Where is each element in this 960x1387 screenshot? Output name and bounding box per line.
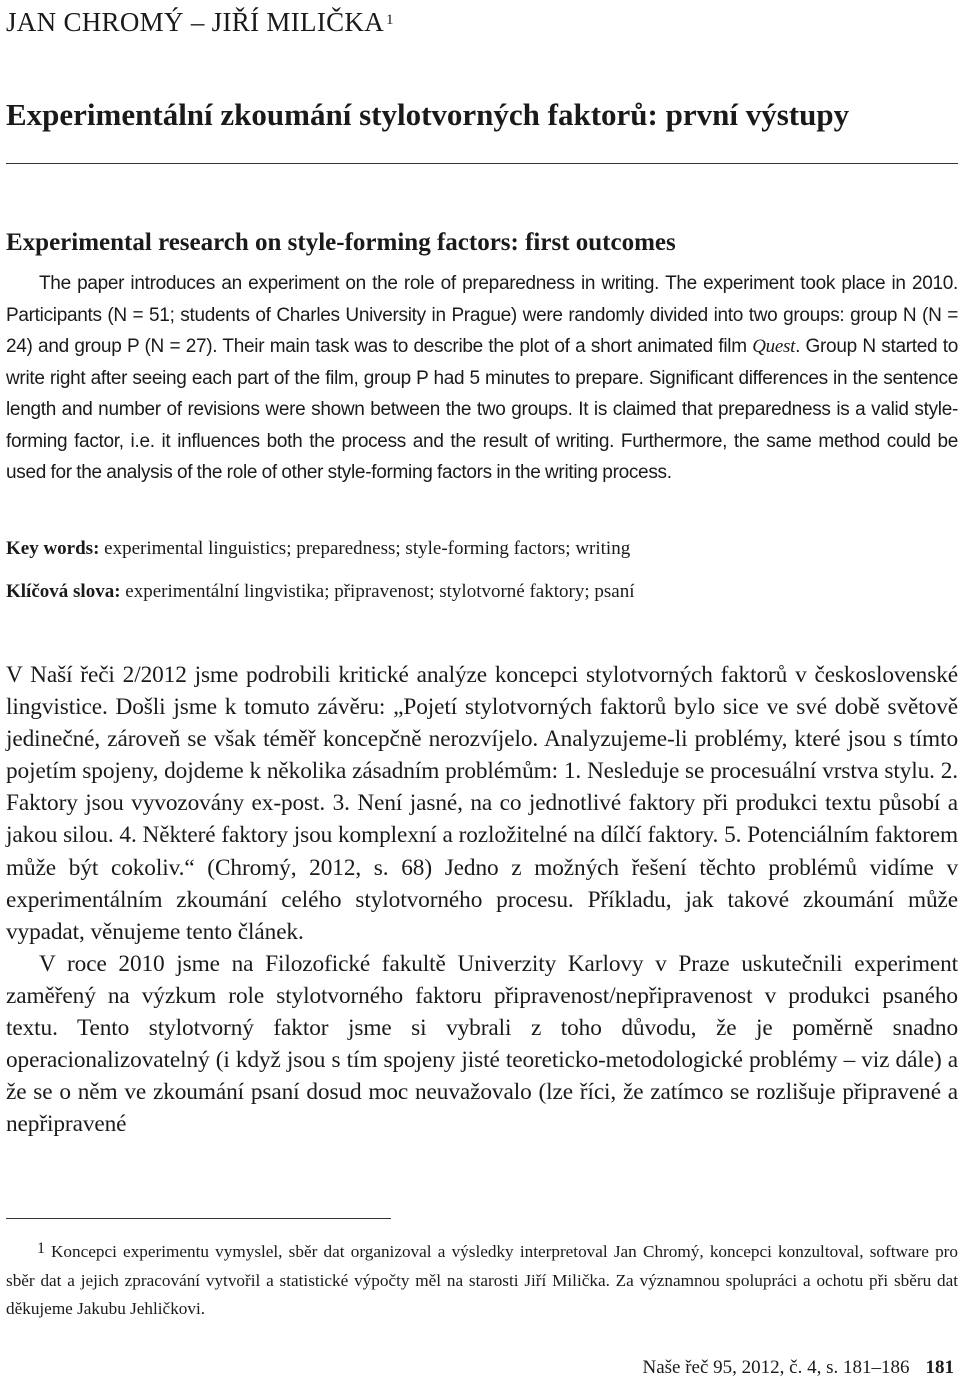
footnote-divider: [6, 1218, 391, 1219]
footnote-text: Koncepci experimentu vymyslel, sběr dat organizoval a výsledky interpretoval Jan Chromý, koncepci konzultoval, software pro sběr dat a jejich zpracování vytvořil a statistické výpočty měl na starosti Jiří Milička. Za významnou spolupráci a ochotu při sběru dat děkujeme Jakubu Jehličkovi.: [6, 1242, 958, 1318]
body-text: [6, 659, 958, 1140]
abstract-title: Experimental research on style-forming factors: first outcomes: [6, 229, 676, 256]
title-divider: [6, 163, 958, 164]
journal-citation: Naše řeč 95, 2012, č. 4, s. 181–186: [642, 1357, 910, 1378]
footnote: [6, 1235, 958, 1324]
authors-text: JAN CHROMÝ – JIŘÍ MILIČKA: [6, 7, 385, 37]
keywords-en: [6, 535, 958, 563]
keywords-cz-label: Klíčová slova:: [6, 581, 121, 602]
page-footer: [642, 1355, 954, 1381]
keywords-cz: [6, 578, 958, 606]
page-number: 181: [925, 1357, 954, 1378]
authors: [6, 2, 394, 40]
keywords-cz-text: experimentální lingvistika; připravenost; stylotvorné faktory; psaní: [120, 581, 635, 602]
keywords-en-label: Key words:: [6, 538, 100, 559]
abstract: [6, 268, 958, 489]
keywords-en-text: experimental linguistics; preparedness; style-forming factors; writing: [99, 538, 631, 559]
footnote-marker: 1: [37, 1240, 45, 1257]
abstract-text-1: The paper introduces an experiment on the role of preparedness in writing. The experiment took place in 2010. Participants (N = 51; students of Charles University in Prague) were randomly divided into two groups: group N (N = 24) and group P (N = 27). Their main task was to describe the plot of a short animated film: [6, 273, 958, 357]
body-paragraph-2: V roce 2010 jsme na Filozofické fakultě Univerzity Karlovy v Praze uskutečnili experiment zaměřený na výzkum role stylotvorného faktoru připravenost/nepřipravenost v produkci psaného textu. Tento stylotvorný faktor jsme si vybrali z toho důvodu, že je poměrně snadno operacionalizovatelný (i když jsou s tím spojeny jisté teoreticko-metodologické problémy – viz dále) a že se o něm ve zkoumání psaní dosud moc neuvažovalo (lze říci, že zatímco se rozlišuje připravené a nepřipravené: [6, 950, 958, 1138]
author-footnote-marker[interactable]: 1: [386, 12, 394, 28]
film-title: Quest: [752, 336, 796, 357]
body-paragraph-1: V Naší řeči 2/2012 jsme podrobili kritické analýze koncepci stylotvorných faktorů v československé lingvistice. Došli jsme k tomuto závěru: „Pojetí stylotvorných faktorů bylo sice ve své době světově jedinečné, zároveň se však téměř koncepčně nerozvíjelo. Analyzujeme-li problémy, které jsou s tímto pojetím spojeny, dojdeme k několika zásadním problémům: 1. Nesleduje se procesuální vrstva stylu. 2. Faktory jsou vyvozovány ex-post. 3. Není jasné, na co jednotlivé faktory při produkci textu působí a jakou silou. 4. Některé faktory jsou komplexní a rozložitelné na dílčí faktory. 5. Potenciálním faktorem může být cokoliv.“ (Chromý, 2012, s. 68) Jedno z možných řešení těchto problémů vidíme v experimentálním zkoumání celého stylotvorného procesu. Příkladu, jak takové zkoumání může vypadat, věnujeme tento článek.: [6, 662, 958, 945]
abstract-text-2: . Group N started to write right after seeing each part of the film, group P had 5 minutes to prepare. Significant differences in the sentence length and number of revisions were shown between the two groups. It is claimed that preparedness is a valid style-forming factor, i.e. it influences both the process and the result of writing. Furthermore, the same method could be used for the analysis of the role of other style-forming factors in the writing process.: [6, 336, 959, 483]
article-title: Experimentální zkoumání stylotvorných faktorů: první výstupy: [6, 97, 850, 132]
